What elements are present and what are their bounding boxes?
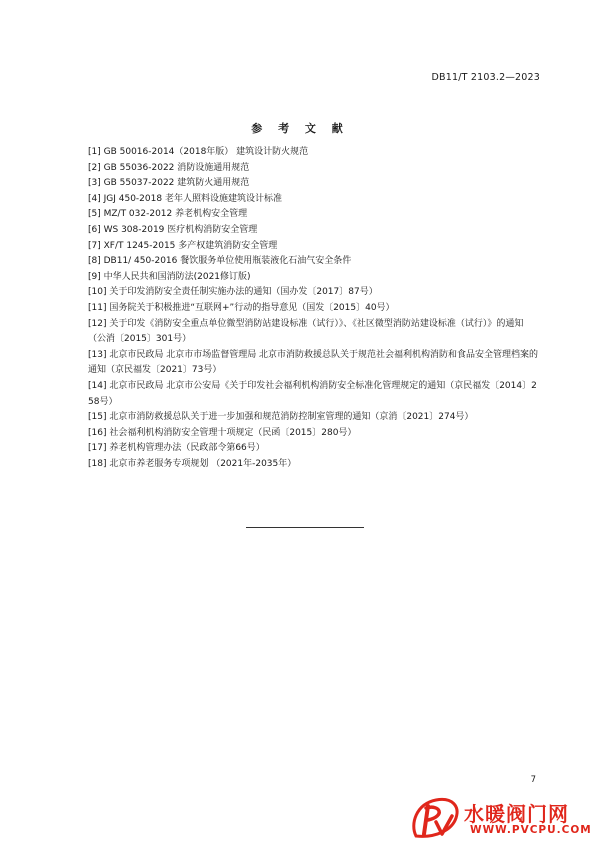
site-name: 水暖阀门网 (464, 802, 569, 826)
reference-item: [5] MZ/T 032-2012 养老机构安全管理 (88, 209, 248, 220)
page-number: 7 (530, 775, 536, 785)
reference-item: [4] JGJ 450-2018 老年人照料设施建筑设计标准 (88, 193, 282, 204)
reference-item: [12] 关于印发《消防安全重点单位微型消防站建设标准（试行）》、《社区微型消防站建设标准（试行）》的通知（公消〔2015〕301号） (88, 318, 524, 345)
reference-item: [9] 中华人民共和国消防法(2021修订版) (88, 271, 251, 282)
reference-item: [14] 北京市民政局 北京市公安局《关于印发社会福利机构消防安全标准化管理规定的通知（京民福发〔2014〕258号） (88, 380, 537, 407)
reference-item: [16] 社会福利机构消防安全管理十项规定（民函〔2015〕280号） (88, 427, 357, 438)
reference-item: [11] 国务院关于积极推进“互联网+”行动的指导意见（国发〔2015〕40号） (88, 302, 395, 313)
reference-item: [15] 北京市消防救援总队关于进一步加强和规范消防控制室管理的通知（京消〔2021〕274号） (88, 412, 474, 423)
site-url: WWW.PVCPU.COM (470, 824, 592, 836)
reference-list (88, 145, 540, 472)
site-logo-icon (406, 796, 462, 842)
reference-item: [2] GB 55036-2022 消防设施通用规范 (88, 162, 250, 173)
document-code: DB11/T 2103.2—2023 (431, 72, 540, 83)
reference-item: [10] 关于印发消防安全责任制实施办法的通知（国办发〔2017〕87号） (88, 287, 378, 298)
reference-item: [17] 养老机构管理办法（民政部令第66号） (88, 443, 265, 454)
reference-item: [13] 北京市民政局 北京市市场监督管理局 北京市消防救援总队关于规范社会福利机构消防和食品安全管理档案的通知（京民福发〔2021〕73号） (88, 349, 539, 376)
end-rule (246, 527, 364, 528)
reference-item: [8] DB11/ 450-2016 餐饮服务单位使用瓶装液化石油气安全条件 (88, 256, 352, 267)
section-title: 参 考 文 献 (251, 122, 349, 135)
reference-item: [6] WS 308-2019 医疗机构消防安全管理 (88, 224, 258, 235)
site-watermark (406, 796, 592, 842)
reference-item: [3] GB 55037-2022 建筑防火通用规范 (88, 178, 250, 189)
reference-item: [18] 北京市养老服务专项规划 （2021年-2035年） (88, 458, 297, 469)
reference-item: [1] GB 50016-2014（2018年版） 建筑设计防火规范 (88, 147, 309, 157)
reference-item: [7] XF/T 1245-2015 多产权建筑消防安全管理 (88, 240, 278, 251)
